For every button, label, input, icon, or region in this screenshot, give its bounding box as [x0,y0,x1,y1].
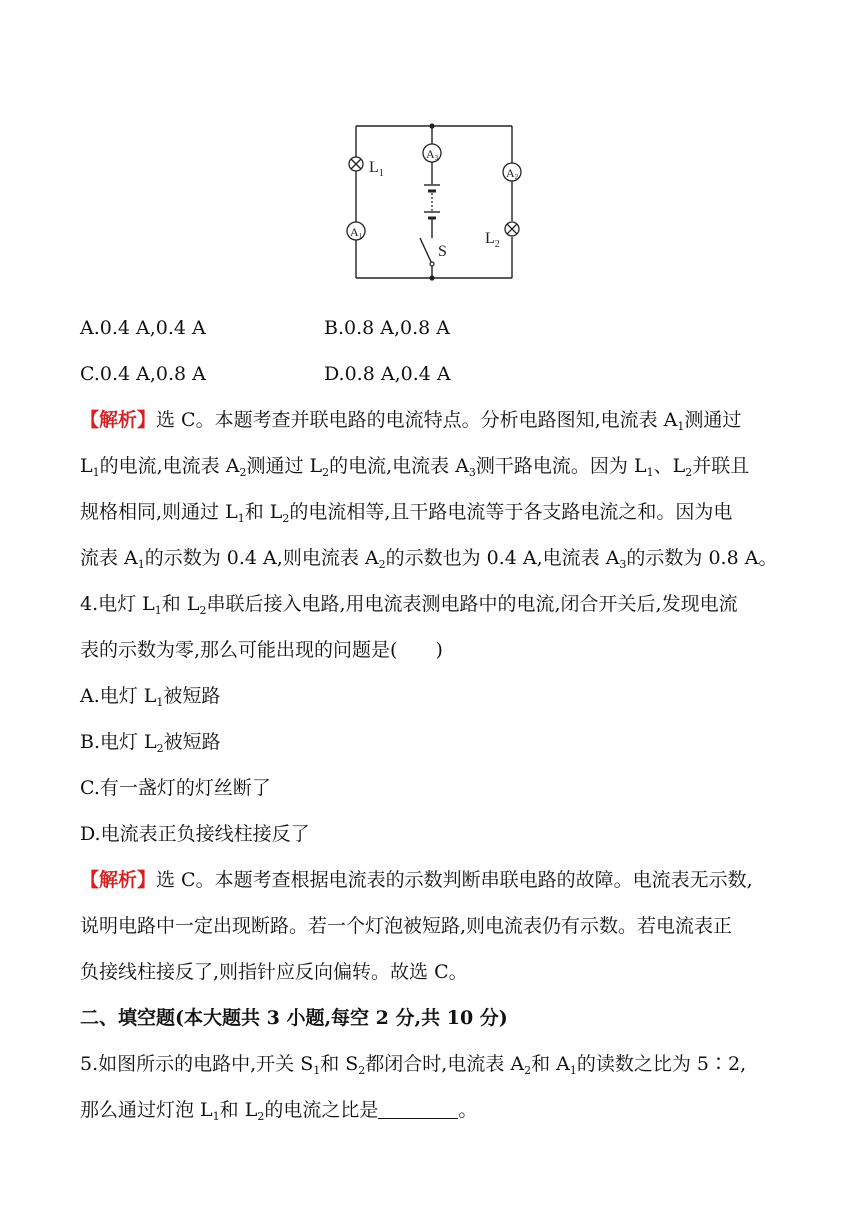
text: 的电流相等,且干路电流等于各支路电流之和。因为电 [289,501,733,523]
text: 。 [458,1099,478,1121]
q4-option-c[interactable]: C.有一盏灯的灯丝断了 [80,777,271,799]
ammeter-a3-symbol [423,144,441,162]
text: 测通过 L [246,455,323,477]
subscript: 2 [239,466,247,479]
option-row-ab [80,316,450,340]
question-4-line-2: 表的示数为零,那么可能出现的问题是( ) [80,639,443,661]
text: 和 L [161,593,200,615]
option-b[interactable]: B.0.8 A,0.8 A [324,317,450,339]
svg-text:A1: A1 [350,225,363,240]
subscript: 1 [313,1064,321,1077]
option-a[interactable]: A.0.4 A,0.4 A [80,317,206,339]
question-4-line-1 [80,592,738,623]
switch-pivot [430,262,434,266]
analysis-2-line-2: 说明电路中一定出现断路。若一个灯泡被短路,则电流表仍有示数。若电流表正 [80,915,733,937]
text: 5.如图所示的电路中,开关 S [80,1053,314,1075]
text: 和 A [531,1053,570,1075]
text: B.电灯 L [80,731,157,753]
subscript: 1 [677,420,685,433]
option-c[interactable]: C.0.4 A,0.8 A [80,363,206,385]
option-row-cd [80,362,451,386]
text: 那么通过灯泡 L [80,1099,213,1121]
subscript: 1 [92,466,100,479]
circuit-diagram [0,0,860,300]
section-title: 二、填空题(本大题共 3 小题,每空 2 分,共 10 分) [80,1007,508,1029]
subscript: 1 [646,466,654,479]
subscript: 3 [619,558,627,571]
label-l2: $L_2$ [485,230,500,250]
svg-text:A3: A3 [426,147,439,162]
question-5-line-2 [80,1098,477,1129]
analysis-tag: 【解析】 [80,409,157,431]
text: L [80,455,93,477]
answer-blank[interactable] [378,1100,458,1119]
analysis-1-line-3 [80,500,732,531]
text: 、L [653,455,686,477]
junction-top [429,123,434,128]
subscript: 1 [237,512,245,525]
analysis-1-line-2 [80,454,749,485]
subscript: 1 [156,696,164,709]
analysis-1-line-1 [80,408,741,439]
text: 和 L [219,1099,258,1121]
analysis-2-line-3: 负接线柱接反了,则指针应反向偏转。故选 C。 [80,961,468,983]
text: 选 C。本题考查根据电流表的示数判断串联电路的故障。电流表无示数, [156,869,753,891]
analysis-2-line-1 [80,868,753,892]
analysis-tag: 【解析】 [80,869,157,891]
subscript: 2 [685,466,693,479]
ammeter-a2-symbol [503,163,521,181]
subscript: 1 [569,1064,577,1077]
subscript: 2 [378,558,386,571]
subscript: 2 [199,604,207,617]
text: 选 C。本题考查并联电路的电流特点。分析电路图知,电流表 A [156,409,678,431]
lamp-l1-symbol [349,157,363,171]
svg-text:A2: A2 [506,166,519,181]
battery-symbol [424,185,440,218]
text: 的示数为 0.4 A,则电流表 A [144,547,379,569]
q4-option-b[interactable] [80,730,221,761]
lamp-l2-symbol [505,222,519,236]
text: A.电灯 L [80,685,157,707]
text: 被短路 [163,731,221,753]
label-switch: S [438,243,447,260]
text: 的电流之比是 [264,1099,379,1121]
subscript: 1 [212,1110,220,1123]
text: 和 S [320,1053,359,1075]
analysis-1-line-4 [80,546,777,577]
q4-option-a[interactable] [80,684,220,715]
text: 的电流,电流表 A [99,455,240,477]
text: 测干路电流。因为 L [475,455,647,477]
junction-bottom [429,275,434,280]
subscript: 2 [156,742,164,755]
text: 规格相同,则通过 L [80,501,238,523]
subscript: 2 [282,512,290,525]
text: 的电流,电流表 A [329,455,469,477]
subscript: 2 [322,466,330,479]
q4-option-d[interactable]: D.电流表正负接线柱接反了 [80,823,310,845]
text: 流表 A [80,547,138,569]
subscript: 2 [358,1064,366,1077]
subscript: 1 [154,604,162,617]
label-l1: $L_1$ [369,159,384,179]
subscript: 2 [257,1110,265,1123]
text: 的示数为 0.8 A。 [626,547,778,569]
text: 都闭合时,电流表 A [365,1053,525,1075]
text: 4.电灯 L [80,593,155,615]
text: 测通过 [684,409,742,431]
text: 被短路 [163,685,221,707]
option-d[interactable]: D.0.8 A,0.4 A [324,363,451,385]
text: 的示数也为 0.4 A,电流表 A [385,547,620,569]
text: 串联后接入电路,用电流表测电路中的电流,闭合开关后,发现电流 [206,593,738,615]
question-5-line-1 [80,1052,746,1083]
subscript: 1 [137,558,145,571]
text: 的读数之比为 5∶2, [576,1053,747,1075]
subscript: 2 [524,1064,532,1077]
ammeter-a1-symbol [347,222,365,240]
text: 和 L [244,501,283,523]
text: 并联且 [692,455,750,477]
subscript: 3 [468,466,476,479]
